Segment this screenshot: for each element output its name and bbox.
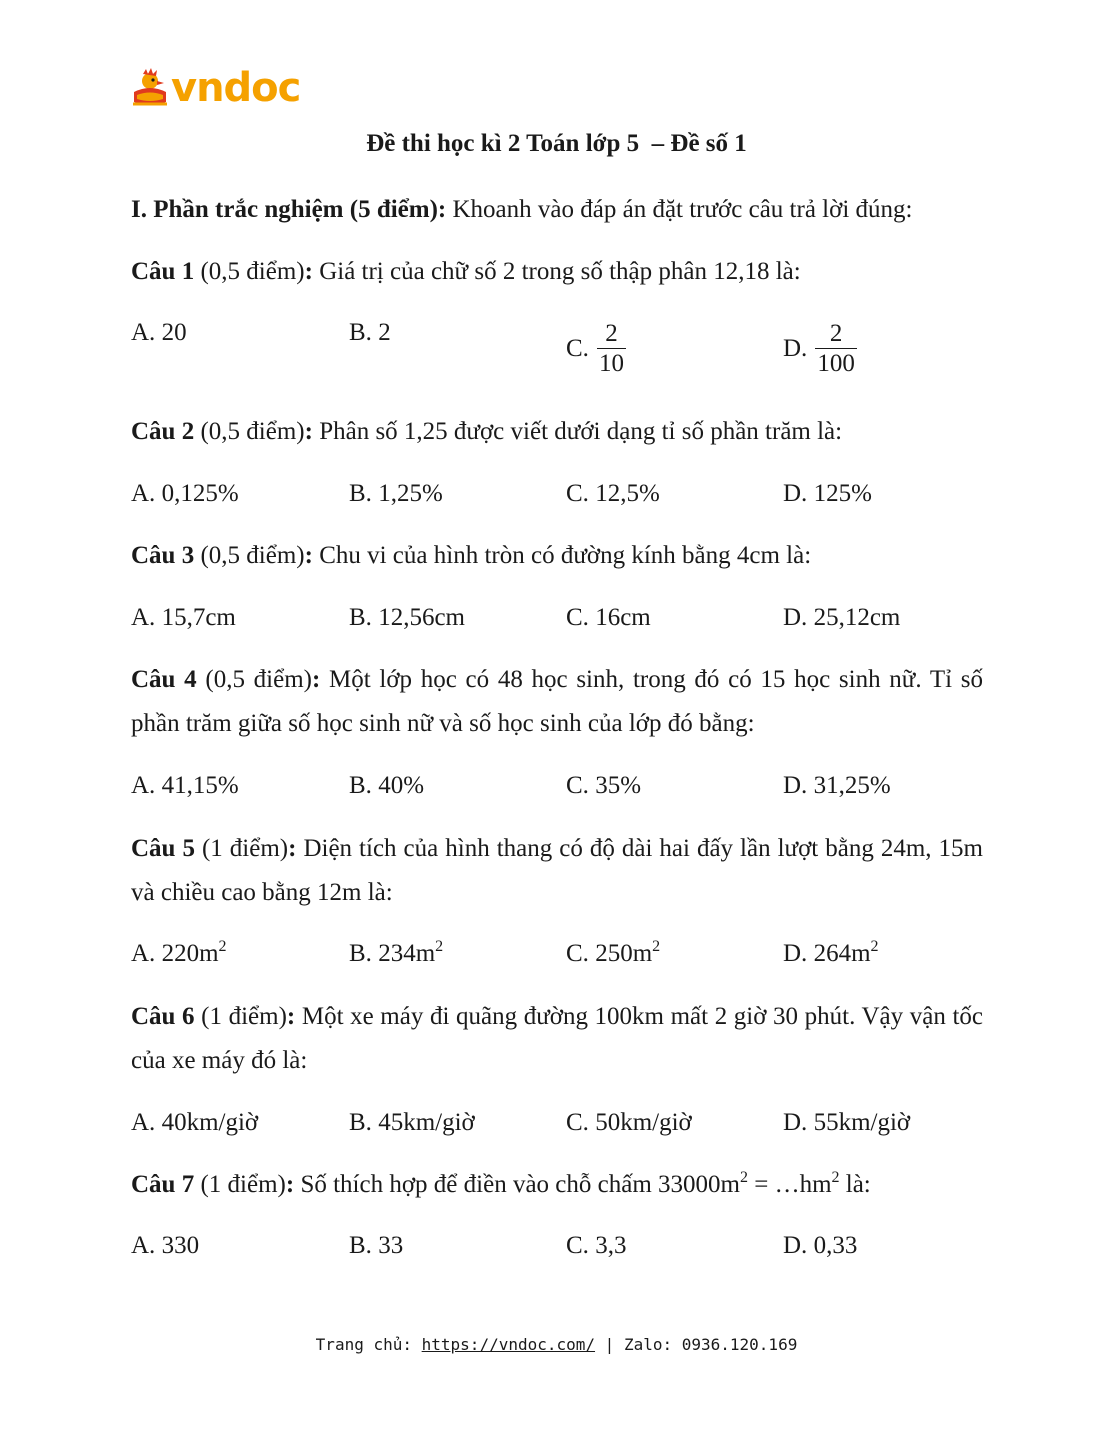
option-d[interactable]: D. 55km/giờ [783,1109,911,1136]
page-footer [0,1335,1113,1354]
option-c[interactable]: C. $\frac{2}{10}$ [566,319,624,377]
option-b[interactable]: B. 33 [349,1232,404,1259]
question-colon: : [288,835,297,862]
question-colon: : [311,666,321,693]
fraction [597,320,626,379]
option-a[interactable]: A. $220m^2$ [131,938,227,967]
question-points: (0,5 điểm) [194,258,305,285]
question-label: Câu 2 [131,418,195,445]
fraction [815,320,857,379]
question-label: Câu 5 [131,835,195,862]
fraction-numerator: 2 [605,319,618,347]
option-d[interactable]: D. 25,12cm [783,604,901,631]
option-b[interactable]: B. 45km/giờ [349,1109,475,1136]
question-points: (1 điểm) [194,1171,286,1198]
question-7 [131,1163,983,1207]
option-b[interactable]: B. $234m^2$ [349,938,444,967]
footer-separator: | [595,1335,624,1354]
question-colon: : [286,1003,296,1030]
question-points: (0,5 điểm) [194,542,305,569]
option-b[interactable]: B. 2 [349,319,391,346]
question-1-options [131,318,1001,378]
question-colon: : [304,258,313,285]
question-1 [131,250,983,294]
option-a[interactable]: A. 15,7cm [131,604,236,631]
question-label: Câu 4 [131,666,197,693]
homepage-link[interactable]: https://vndoc.com/ [421,1335,596,1354]
question-text: Chu vi của hình tròn có đường kính bằng 4cm là: [312,542,812,569]
option-d[interactable]: D. 31,25% [783,772,891,799]
question-4 [131,658,983,746]
option-a[interactable]: A. 0,125% [131,480,239,507]
option-c[interactable]: C. 3,3 [566,1232,627,1259]
section-title: I. Phần trắc nghiệm (5 điểm): [131,196,447,223]
footer-zalo: Zalo: 0936.120.169 [623,1335,798,1354]
option-a[interactable]: A. 40km/giờ [131,1109,259,1136]
question-superscript: 2 [739,1169,748,1186]
question-text-end: là: [839,1171,871,1198]
option-a[interactable]: A. 20 [131,319,187,346]
question-7-options [131,1231,1001,1291]
section-instruction: Khoanh vào đáp án đặt trước câu trả lời đúng: [446,196,913,223]
question-points: (1 điểm) [194,835,289,862]
option-a[interactable]: A. 330 [131,1232,200,1259]
option-c[interactable]: C. 35% [566,772,642,799]
question-text: Phân số 1,25 được viết dưới dạng tỉ số phần trăm là: [312,418,843,445]
question-6 [131,995,983,1083]
page-title: Đề thi học kì 2 Toán lớp 5 – Đề số 1 [366,130,747,157]
option-d[interactable]: D. 0,33 [783,1232,858,1259]
question-5 [131,827,983,915]
footer-prefix: Trang chủ: [315,1335,422,1354]
question-3 [131,534,983,578]
option-b[interactable]: B. 1,25% [349,480,443,507]
option-d[interactable]: D. 125% [783,480,872,507]
question-4-options [131,771,1001,831]
fraction-denominator: 100 [817,349,855,377]
question-2-options [131,479,1001,539]
fraction-numerator: 2 [829,319,843,347]
question-text: Diện tích của hình thang có độ dài hai đấy lần lượt bằng 24m, 15m và chiều cao bằng 12m là: [131,835,984,906]
question-colon: : [285,1171,295,1198]
question-text: Giá trị của chữ số 2 trong số thập phân 12,18 là: [312,258,801,285]
question-superscript: 2 [831,1169,840,1186]
question-points: (0,5 điểm) [194,418,305,445]
question-label: Câu 7 [131,1171,195,1198]
option-d[interactable]: D. $\frac{2}{100}$ [783,319,855,377]
option-c[interactable]: C. $250m^2$ [566,938,661,967]
section-heading [131,188,983,232]
option-d[interactable]: D. $264m^2$ [783,938,879,967]
question-colon: : [304,542,313,569]
question-2 [131,410,983,454]
vndoc-logo[interactable] [131,66,300,110]
option-a[interactable]: A. 41,15% [131,772,239,799]
option-b[interactable]: B. 40% [349,772,425,799]
logo-text: vndoc [171,65,301,111]
question-text: Một xe máy đi quãng đường 100km mất 2 giờ 30 phút. Vậy vận tốc của xe máy đó là: [131,1003,983,1074]
question-text: Một lớp học có 48 học sinh, trong đó có 15 học sinh nữ. Tỉ số phần trăm giữa số học sinh nữ và số học sinh của lớp đó bằng: [131,666,983,737]
option-c[interactable]: C. 12,5% [566,480,660,507]
question-colon: : [304,418,313,445]
rooster-logo-icon [131,68,169,108]
fraction-denominator: 10 [598,349,624,377]
question-3-options [131,603,1001,663]
option-c[interactable]: C. 50km/giờ [566,1109,692,1136]
question-5-options [131,939,1001,999]
question-points: (0,5 điểm) [196,666,312,693]
question-label: Câu 1 [131,258,195,285]
question-label: Câu 6 [131,1003,195,1030]
question-points: (1 điểm) [194,1003,287,1030]
option-b[interactable]: B. 12,56cm [349,604,465,631]
option-c[interactable]: C. 16cm [566,604,651,631]
question-6-options [131,1108,1001,1168]
question-text-continued: = …hm [747,1171,832,1198]
question-label: Câu 3 [131,542,195,569]
question-text: Số thích hợp để điền vào chỗ chấm 33000m [294,1171,740,1198]
